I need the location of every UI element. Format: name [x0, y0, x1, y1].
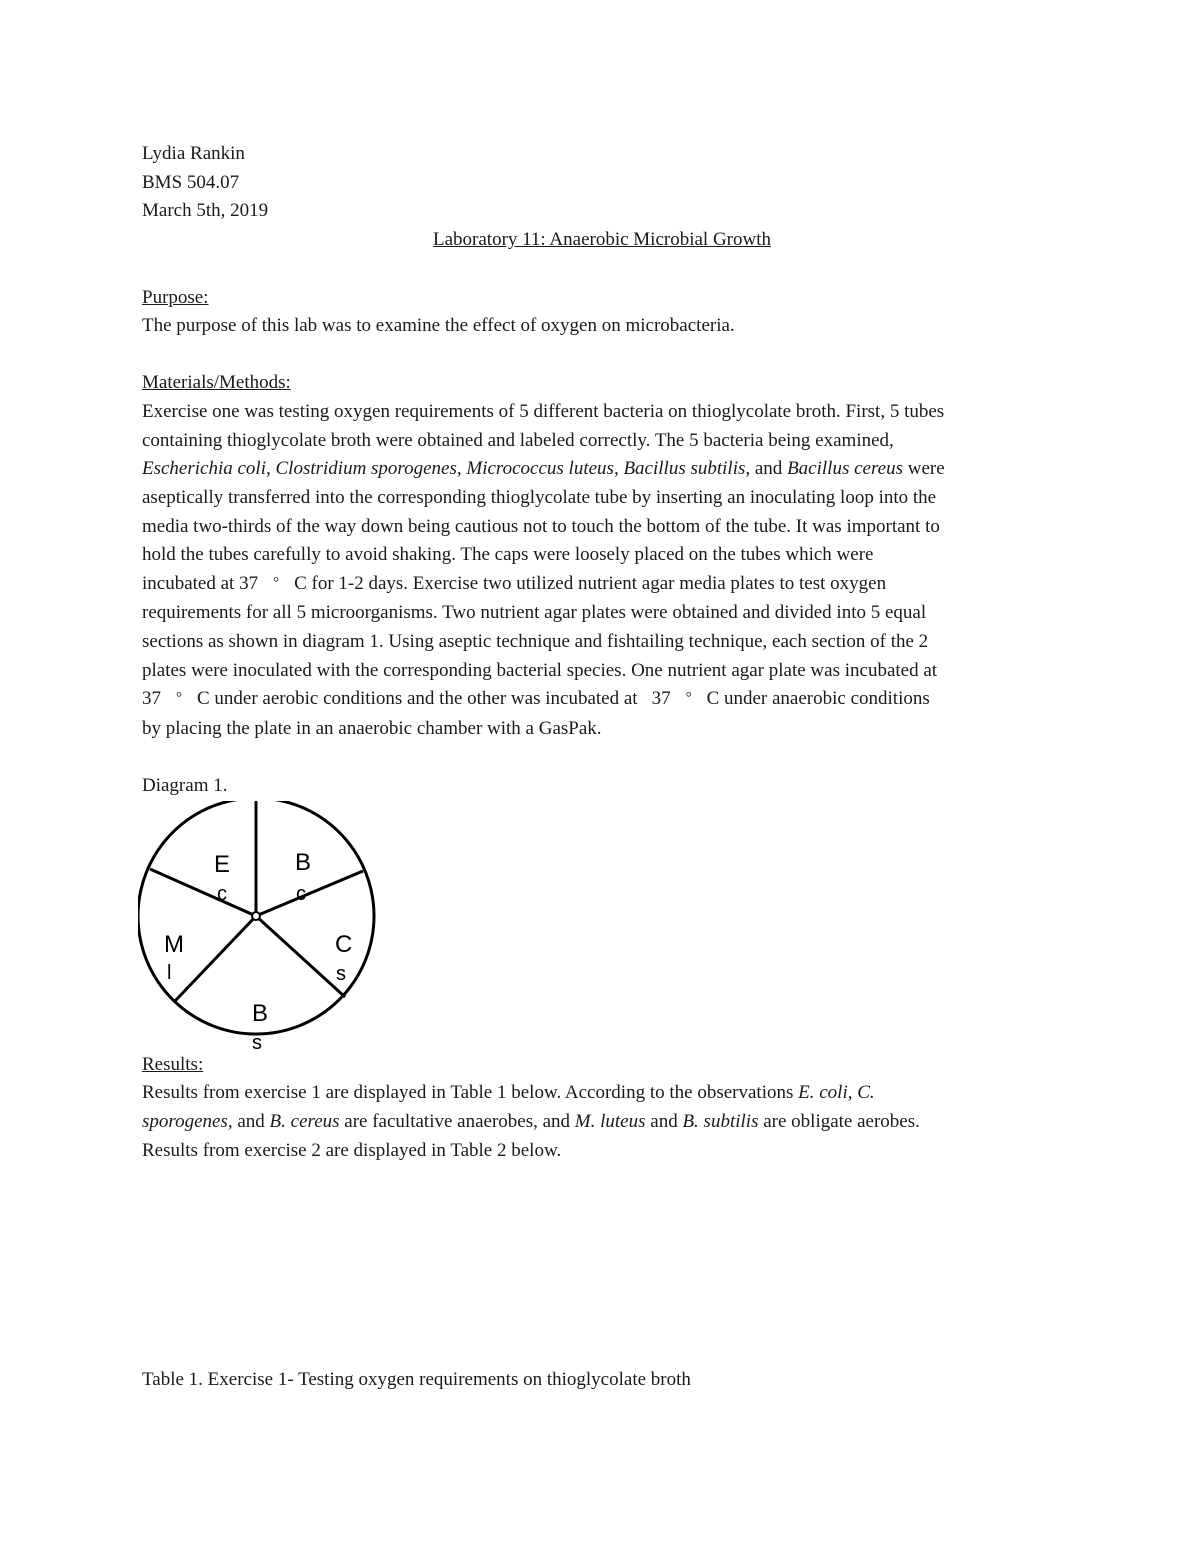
course-code: BMS 504.07 [142, 171, 240, 193]
results-heading: Results: [142, 1053, 204, 1075]
methods-line: requirements for all 5 microorganisms. Two nutrient agar plates were obtained and divided into 5 equal [142, 602, 927, 624]
section-sublabel-bc: c [296, 882, 306, 905]
divider-line [256, 871, 363, 916]
section-label-bs: B [252, 999, 269, 1027]
methods-line: hold the tubes carefully to avoid shaking. The caps were loosely placed on the tubes which were [142, 544, 874, 566]
methods-line: incubated at 37 ° C for 1-2 days. Exercise two utilized nutrient agar media plates to test oxygen [142, 570, 1062, 600]
divider-line [256, 916, 345, 997]
document-page [142, 140, 1062, 1165]
section-label-ec: E [214, 850, 231, 878]
plate-center [252, 912, 260, 920]
report-date: March 5th, 2019 [142, 200, 269, 222]
table1-caption: Table 1. Exercise 1- Testing oxygen requirements on thioglycolate broth [142, 1369, 691, 1390]
section-sublabel-bs: s [252, 1031, 262, 1054]
species-list: Escherichia coli, Clostridium sporogenes, Micrococcus luteus, Bacillus subtilis, [142, 458, 751, 480]
methods-line: sections as shown in diagram 1. Using aseptic technique and fishtailing technique, each section of the 2 [142, 630, 929, 652]
methods-line: containing thioglycolate broth were obtained and labeled correctly. The 5 bacteria being examined, [142, 429, 894, 451]
species-name: Bacillus cereus [787, 458, 903, 480]
results-line: Results from exercise 1 are displayed in Table 1 below. According to the observations E. coli, C. [142, 1082, 875, 1104]
methods-line: aseptically transferred into the corresponding thioglycolate tube by inserting an inoculating loop into the [142, 486, 937, 508]
diagram-caption: Diagram 1. [142, 775, 228, 796]
section-label-bc: B [295, 848, 312, 876]
methods-line: by placing the plate in an anaerobic chamber with a GasPak. [142, 717, 602, 739]
methods-line: Escherichia coli, Clostridium sporogenes, Micrococcus luteus, Bacillus subtilis, and Bacillus cereus were [142, 458, 945, 480]
methods-line: Exercise one was testing oxygen requirements of 5 different bacteria on thioglycolate broth. First, 5 tubes [142, 401, 945, 423]
author-name: Lydia Rankin [142, 143, 245, 164]
section-label-ml: M [164, 930, 184, 958]
degree-symbol: ° [273, 574, 280, 591]
section-label-cs: C [335, 930, 353, 958]
degree-symbol: ° [685, 690, 692, 707]
methods-line: media two-thirds of the way down being cautious not to touch the bottom of the tube. It was important to [142, 515, 940, 537]
section-sublabel-ml: l [167, 961, 172, 984]
plate-diagram [138, 801, 398, 1054]
results-line: Results from exercise 2 are displayed in Table 2 below. [142, 1139, 562, 1161]
divider-line [175, 916, 256, 1001]
methods-line: plates were inoculated with the corresponding bacterial species. One nutrient agar plate was incubated at [142, 659, 938, 681]
purpose-heading: Purpose: [142, 286, 209, 308]
purpose-text: The purpose of this lab was to examine the effect of oxygen on microbacteria. [142, 315, 735, 337]
divider-line [150, 869, 256, 916]
report-title: Laboratory 11: Anaerobic Microbial Growth [432, 229, 772, 251]
results-line: sporogenes, and B. cereus are facultative anaerobes, and M. luteus and B. subtilis are obligate aerobes. [142, 1111, 920, 1132]
section-sublabel-ec: c [217, 882, 227, 905]
methods-heading: Materials/Methods: [142, 372, 291, 394]
section-sublabel-cs: s [336, 962, 346, 985]
degree-symbol: ° [176, 690, 182, 707]
methods-paragraph [142, 398, 1062, 743]
methods-line: 37 ° C under aerobic conditions and the other was incubated at 37 ° C under anaerobic conditions [142, 685, 1062, 715]
results-paragraph [142, 1079, 1062, 1165]
